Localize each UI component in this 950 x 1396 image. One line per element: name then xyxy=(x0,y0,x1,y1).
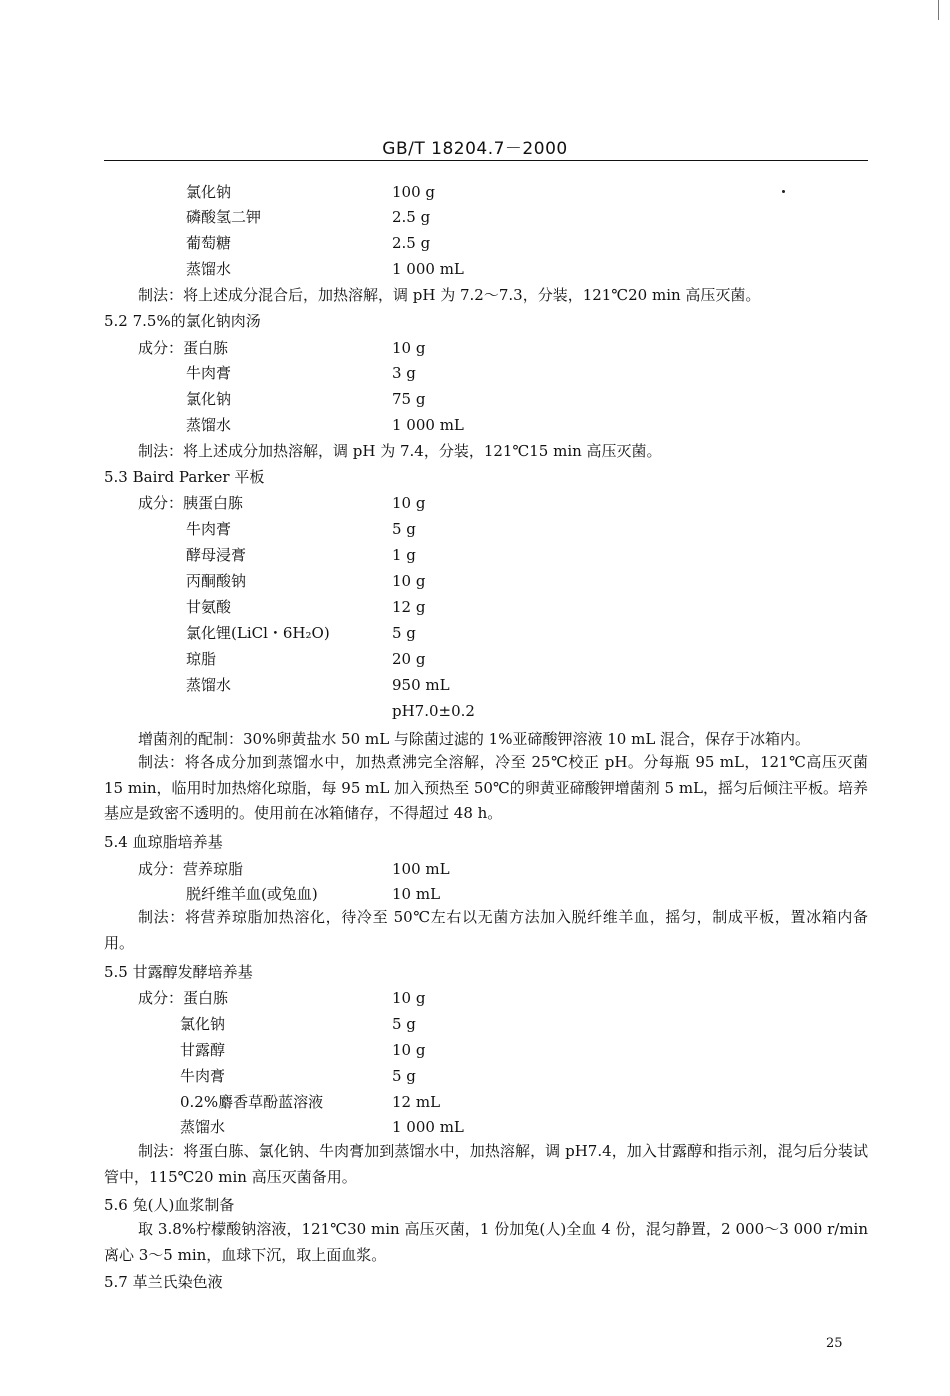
ingredient-name: 成分：营养琼脂 xyxy=(138,860,244,878)
ingredient-name: 磷酸氢二钾 xyxy=(186,208,262,226)
ingredient-amount: 12 g xyxy=(392,598,426,616)
ingredient-name: 成分：蛋白胨 xyxy=(138,989,229,1007)
method-paragraph: 制法：将营养琼脂加热溶化，待冷至 50℃左右以无菌方法加入脱纤维羊血，摇匀，制成平板，置冰箱内备用。 xyxy=(104,908,868,952)
ingredient-name: 琼脂 xyxy=(186,650,217,668)
ingredient-name: 脱纤维羊血(或兔血) xyxy=(186,885,318,903)
section-heading-5-4: 5.4 血琼脂培养基 xyxy=(104,833,223,851)
ingredient-name: 成分：蛋白胨 xyxy=(138,339,229,357)
ingredient-amount: 10 mL xyxy=(392,885,441,903)
ingredient-name: 葡萄糖 xyxy=(186,234,232,252)
ingredient-amount: 100 g xyxy=(392,183,436,201)
method-text: 制法：将上述成分混合后，加热溶解，调 pH 为 7.2～7.3，分装，121℃20 min 高压灭菌。 xyxy=(138,286,761,304)
ingredient-amount: 5 g xyxy=(392,624,416,642)
ingredient-name: 蒸馏水 xyxy=(180,1118,226,1136)
preparation-paragraph: 取 3.8%柠檬酸钠溶液，121℃30 min 高压灭菌，1 份加兔(人)全血 4 份，混匀静置，2 000～3 000 r/min离心 3～5 min，血球下沉，取上面血浆。 xyxy=(104,1220,868,1264)
ingredient-amount: 1 000 mL xyxy=(392,416,464,434)
ingredient-amount: 1 g xyxy=(392,546,416,564)
ingredient-name: 蒸馏水 xyxy=(186,416,232,434)
ingredient-name: 甘氨酸 xyxy=(186,598,232,616)
ingredient-amount: 5 g xyxy=(392,520,416,538)
ingredient-amount: 75 g xyxy=(392,390,426,408)
ingredient-name: 蒸馏水 xyxy=(186,260,232,278)
ingredient-amount: 950 mL xyxy=(392,676,450,694)
section-heading-5-2: 5.2 7.5%的氯化钠肉汤 xyxy=(104,312,261,330)
ingredient-amount: 10 g xyxy=(392,339,426,357)
ingredient-amount: 2.5 g xyxy=(392,208,431,226)
ingredient-name: 氯化钠 xyxy=(186,183,232,201)
section-heading-5-3: 5.3 Baird Parker 平板 xyxy=(104,468,265,486)
method-paragraph: 制法：将各成分加到蒸馏水中，加热煮沸完全溶解，冷至 25℃校正 pH。分每瓶 95 mL，121℃高压灭菌 15 min，临用时加热熔化琼脂，每 95 mL 加入预热至 50℃的卵黄亚碲酸钾增菌剂 5 mL，摇匀后倾注平板。培养基应是致密不透明的。使用前在冰箱储存，不得超过 48 h。 xyxy=(104,753,869,822)
ingredient-amount: 10 g xyxy=(392,1041,426,1059)
ingredient-amount: 10 g xyxy=(392,572,426,590)
ingredient-name: 氯化钠 xyxy=(186,390,232,408)
enrichment-text: 增菌剂的配制：30%卵黄盐水 50 mL 与除菌过滤的 1%亚碲酸钾溶液 10 mL 混合，保存于冰箱内。 xyxy=(138,730,811,748)
method-text: 制法：将上述成分加热溶解，调 pH 为 7.4，分装，121℃15 min 高压灭菌。 xyxy=(138,442,662,460)
ingredient-name: 牛肉膏 xyxy=(186,520,232,538)
page-header: GB/T 18204.7－2000 xyxy=(382,139,568,159)
ingredient-amount: 20 g xyxy=(392,650,426,668)
section-heading-5-7: 5.7 革兰氏染色液 xyxy=(104,1273,223,1291)
ingredient-amount: 5 g xyxy=(392,1067,416,1085)
page-number: 25 xyxy=(826,1336,843,1351)
header-rule xyxy=(104,160,868,161)
ingredient-name: 丙酮酸钠 xyxy=(186,572,247,590)
scan-speck xyxy=(782,190,785,193)
ingredient-name: 酵母浸膏 xyxy=(186,546,247,564)
section-heading-5-6: 5.6 兔(人)血浆制备 xyxy=(104,1196,235,1214)
ingredient-name: 成分：胰蛋白胨 xyxy=(138,494,244,512)
ph-value: pH7.0±0.2 xyxy=(392,702,475,720)
method-paragraph: 制法：将蛋白胨、氯化钠、牛肉膏加到蒸馏水中，加热溶解，调 pH7.4，加入甘露醇和指示剂，混匀后分装试管中，115℃20 min 高压灭菌备用。 xyxy=(104,1142,868,1186)
ingredient-name: 氯化锂(LiCl・6H₂O) xyxy=(186,624,330,642)
ingredient-amount: 2.5 g xyxy=(392,234,431,252)
section-heading-5-5: 5.5 甘露醇发酵培养基 xyxy=(104,963,253,981)
ingredient-name: 甘露醇 xyxy=(180,1041,226,1059)
ingredient-amount: 1 000 mL xyxy=(392,260,464,278)
ingredient-amount: 5 g xyxy=(392,1015,416,1033)
ingredient-name: 牛肉膏 xyxy=(186,364,232,382)
ingredient-amount: 1 000 mL xyxy=(392,1118,464,1136)
ingredient-amount: 10 g xyxy=(392,494,426,512)
ingredient-amount: 10 g xyxy=(392,989,426,1007)
ingredient-name: 蒸馏水 xyxy=(186,676,232,694)
ingredient-amount: 3 g xyxy=(392,364,416,382)
ingredient-amount: 12 mL xyxy=(392,1093,441,1111)
ingredient-name: 氯化钠 xyxy=(180,1015,226,1033)
ingredient-name: 牛肉膏 xyxy=(180,1067,226,1085)
ingredient-amount: 100 mL xyxy=(392,860,450,878)
ingredient-name: 0.2%麝香草酚蓝溶液 xyxy=(180,1093,324,1111)
scan-edge-mark xyxy=(938,0,939,20)
